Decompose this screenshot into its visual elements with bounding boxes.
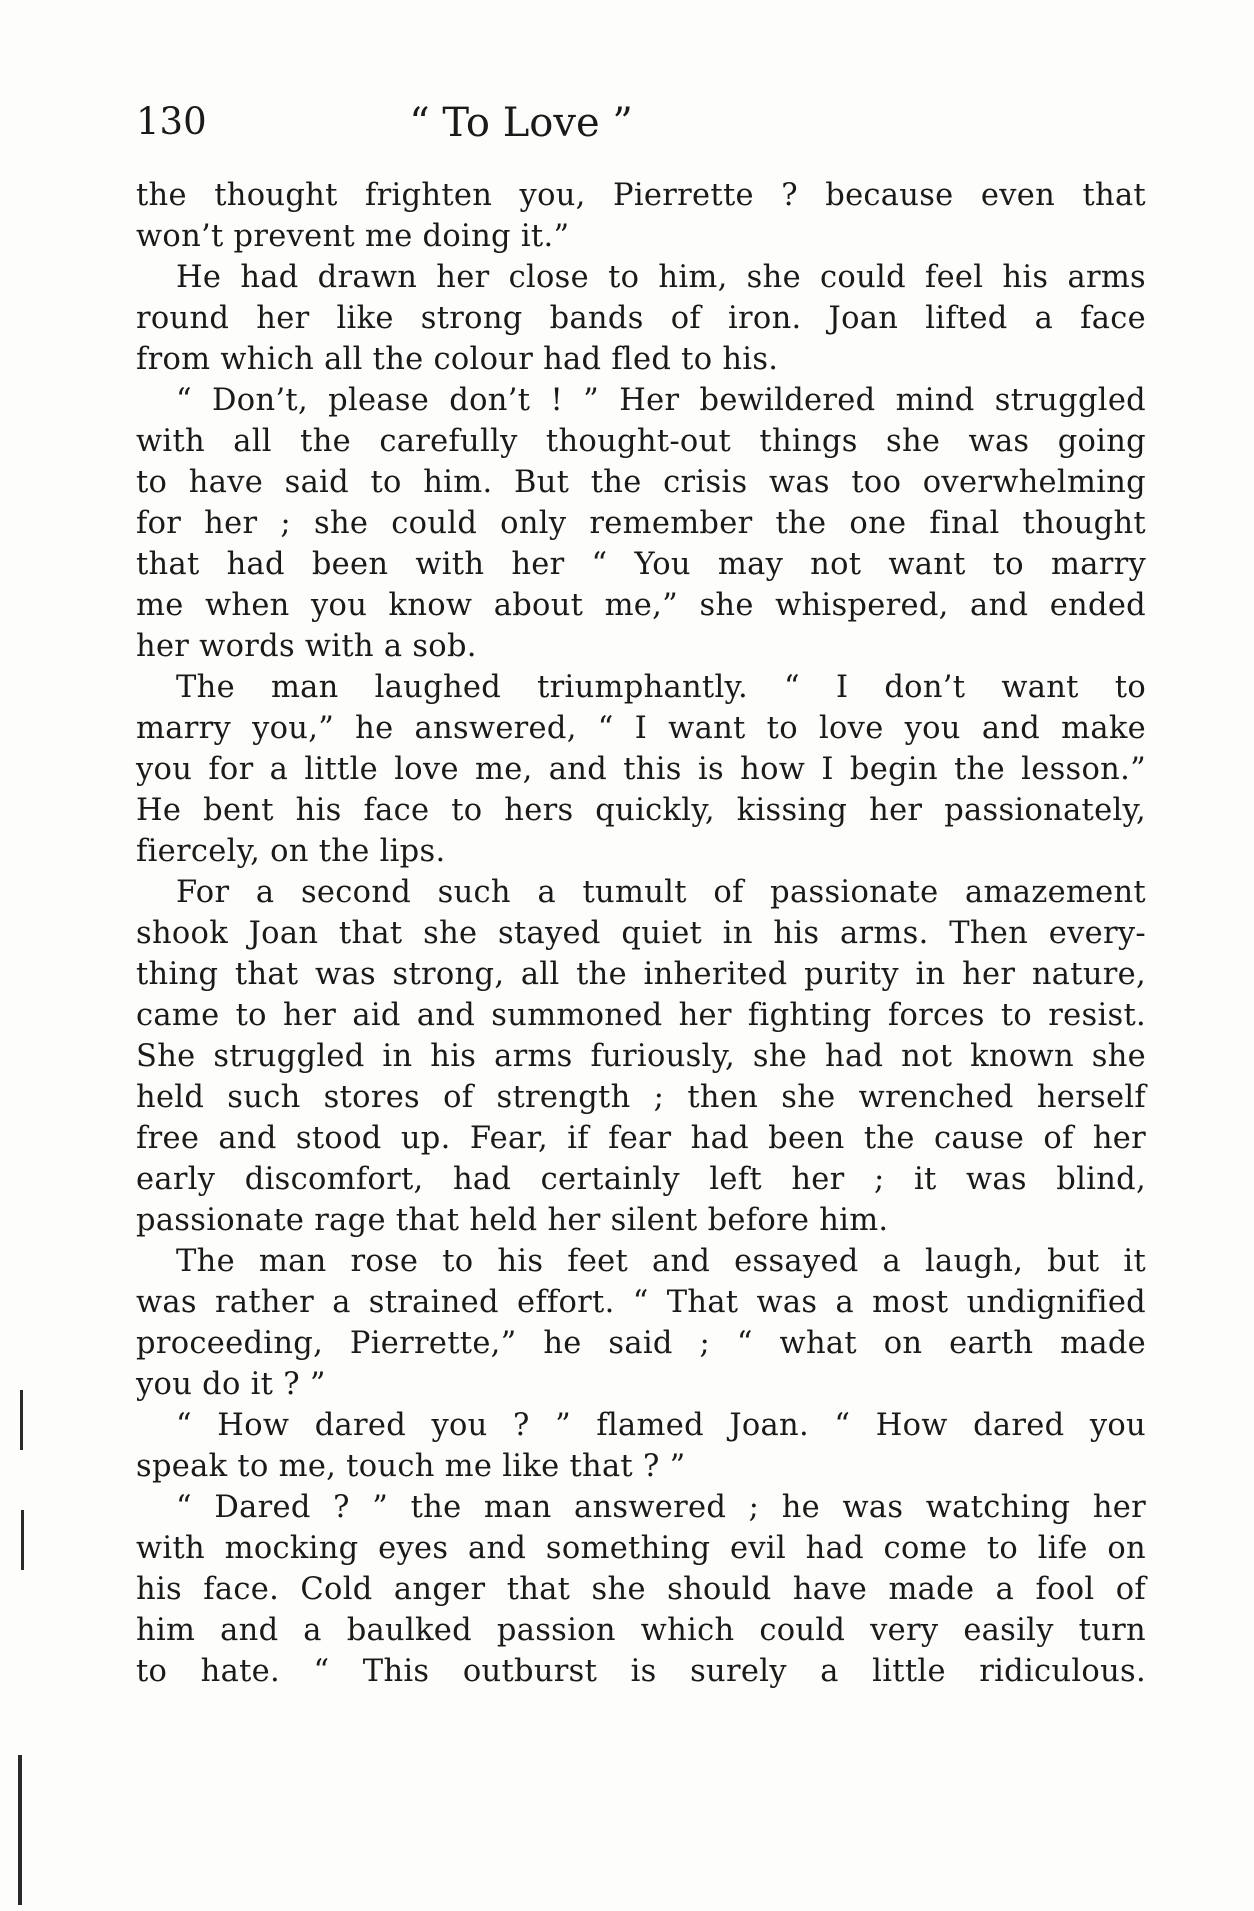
text-line: you for a little love me, and this is how I begin the lesson.”	[136, 752, 1146, 787]
text-line: passionate rage that held her silent before him.	[136, 1203, 889, 1238]
text-line: The man laughed triumphantly. “ I don’t want to	[176, 670, 1146, 705]
text-line: with all the carefully thought-out things she was going	[136, 424, 1146, 459]
scan-artifact-mark	[20, 1390, 23, 1450]
text-line: to have said to him. But the crisis was too overwhelming	[136, 465, 1146, 500]
text-line: He had drawn her close to him, she could feel his arms	[176, 260, 1146, 295]
text-line: early discomfort, had certainly left her ; it was blind,	[136, 1162, 1146, 1197]
text-line: the thought frighten you, Pierrette ? because even that	[136, 178, 1146, 213]
text-line: shook Joan that she stayed quiet in his arms. Then every-	[136, 916, 1146, 951]
text-line: She struggled in his arms furiously, she had not known she	[136, 1039, 1146, 1074]
text-line: “ Dared ? ” the man answered ; he was watching her	[176, 1490, 1146, 1525]
text-line: held such stores of strength ; then she wrenched herself	[136, 1080, 1146, 1115]
text-line: her words with a sob.	[136, 629, 477, 664]
text-line: “ How dared you ? ” flamed Joan. “ How dared you	[176, 1408, 1146, 1443]
text-line: speak to me, touch me like that ? ”	[136, 1449, 686, 1484]
page-number: 130	[136, 100, 207, 143]
text-line: The man rose to his feet and essayed a laugh, but it	[176, 1244, 1146, 1279]
page-header	[136, 100, 1142, 160]
scan-artifact-mark	[21, 1510, 24, 1570]
running-title: “ To Love ”	[409, 100, 633, 146]
text-line: to hate. “ This outburst is surely a little ridiculous.	[136, 1654, 1146, 1689]
text-line: He bent his face to hers quickly, kissing her passionately,	[136, 793, 1146, 828]
text-line: his face. Cold anger that she should have made a fool of	[136, 1572, 1146, 1607]
text-line: that had been with her “ You may not want to marry	[136, 547, 1146, 582]
text-line: proceeding, Pierrette,” he said ; “ what on earth made	[136, 1326, 1146, 1361]
text-line: won’t prevent me doing it.”	[136, 219, 570, 254]
scan-artifact-mark	[18, 1755, 22, 1905]
text-line: came to her aid and summoned her fighting forces to resist.	[136, 998, 1146, 1033]
text-line: you do it ? ”	[136, 1367, 326, 1402]
text-line: from which all the colour had fled to his.	[136, 342, 779, 377]
text-line: marry you,” he answered, “ I want to love you and make	[136, 711, 1146, 746]
text-line: him and a baulked passion which could very easily turn	[136, 1613, 1146, 1648]
text-line: was rather a strained effort. “ That was a most undignified	[136, 1285, 1146, 1320]
text-line: “ Don’t, please don’t ! ” Her bewildered mind struggled	[176, 383, 1146, 418]
text-line: me when you know about me,” she whispered, and ended	[136, 588, 1146, 623]
text-line: For a second such a tumult of passionate amazement	[176, 875, 1146, 910]
text-line: with mocking eyes and something evil had come to life on	[136, 1531, 1146, 1566]
text-line: for her ; she could only remember the one final thought	[136, 506, 1146, 541]
text-line: round her like strong bands of iron. Joan lifted a face	[136, 301, 1146, 336]
text-line: fiercely, on the lips.	[136, 834, 446, 869]
body-text	[136, 175, 1146, 1692]
text-line: free and stood up. Fear, if fear had been the cause of her	[136, 1121, 1146, 1156]
text-line: thing that was strong, all the inherited purity in her nature,	[136, 957, 1146, 992]
